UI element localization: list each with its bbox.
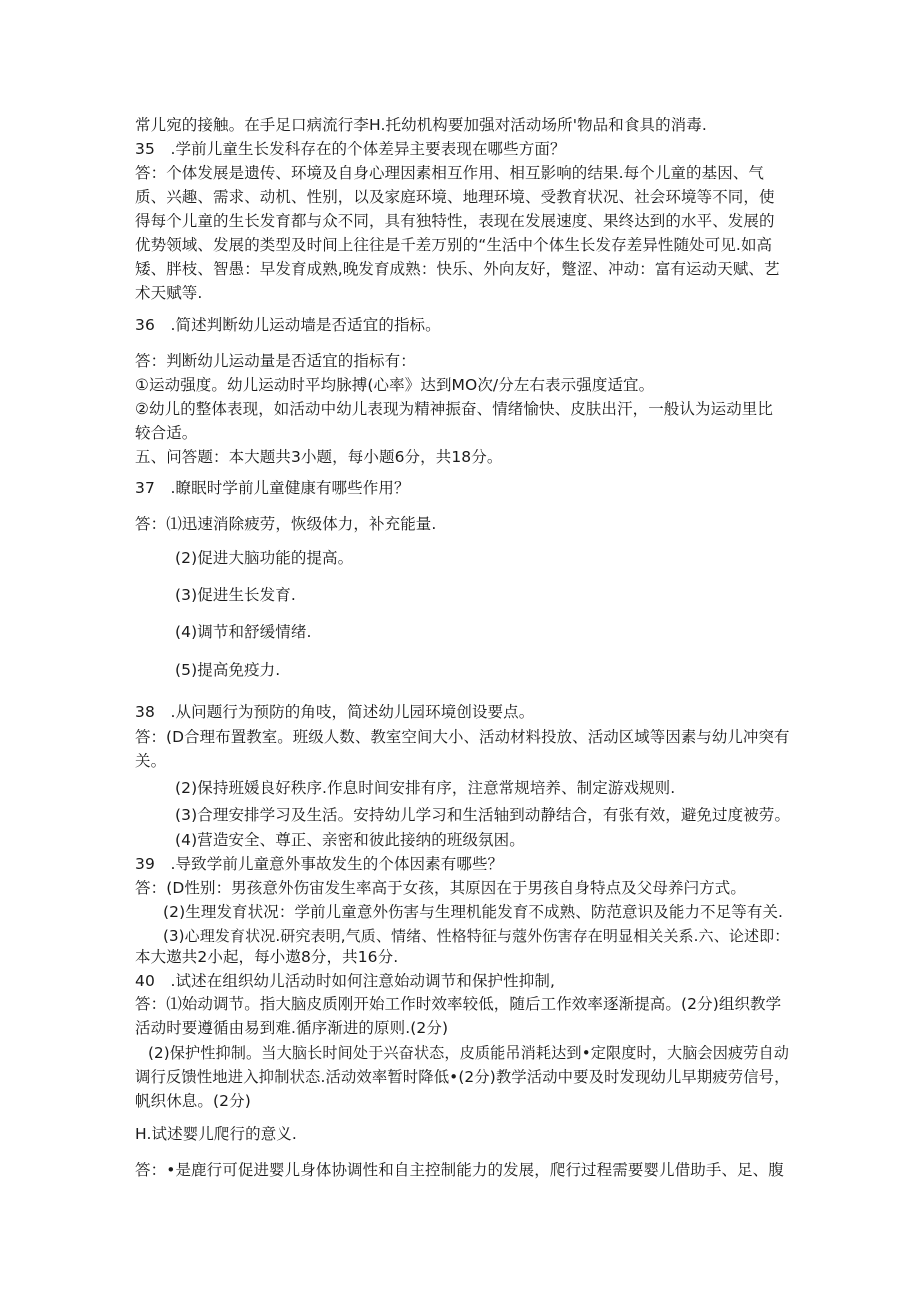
text-line: 帆织休息。(2分) — [135, 1092, 251, 1110]
list-item: (2)促进大脑功能的提高。 — [175, 549, 354, 567]
text-line: 答：(D性别：男孩意外伤宙发生率高于女孩，其原因在于男孩自身特点及父母养闩方式。 — [135, 879, 746, 897]
list-item: (3)合理安排学习及生活。安持幼儿学习和生活轴到动静结合，有张有效，避免过度被劳。 — [175, 806, 791, 824]
list-item: (2)生理发育状况：学前儿童意外伤害与生理机能发育不成熟、防范意识及能力不足等有关. — [163, 903, 784, 921]
text-line: (2)保护性抑制。当大脑长时间处于兴奋状态，皮质能吊消耗达到•定限度时，大脑会因疲劳自动 — [148, 1044, 790, 1062]
text-line: 答：个体发展是遗传、环境及自身心理因素相互作用、相互影响的结果.每个儿童的基因、气 — [135, 164, 765, 182]
list-item: (4)调节和舒缓情绪. — [175, 623, 312, 641]
question-37: 37 .瞭眠时学前儿童健康有哪些作用？ — [135, 479, 410, 497]
list-item: (4)营造安全、尊正、亲密和彼此接纳的班级氛困。 — [175, 831, 525, 849]
text-line: 质、兴趣、需求、动机、性别，以及家庭环境、地理环境、受教育状况、社会环境等不同，使 — [135, 188, 775, 206]
question-41: H.试述婴儿爬行的意义. — [135, 1125, 297, 1143]
section-heading: 五、问答题：本大题共3小题，每小题6分，共18分。 — [135, 448, 503, 466]
text-line: 矮、胖枝、智愚：早发育成熟,晚发育成熟：快乐、外向友好，蹩涩、冲动：富有运动天赋、艺 — [135, 260, 780, 278]
list-item: (5)提高免疫力. — [175, 661, 281, 679]
question-38: 38 .从问题行为预防的角吱，简述幼儿园环境创设要点。 — [135, 703, 535, 721]
question-40: 40 .试述在组织幼儿活动时如何注意始动调节和保护性抑制, — [135, 972, 555, 990]
question-39: 39 .导致学前儿童意外事故发生的个体因素有哪些？ — [135, 855, 504, 873]
question-36: 36 .简述判断幼儿运动墙是否适宜的指标。 — [135, 316, 441, 334]
text-line: 关。 — [135, 752, 167, 770]
text-line: 较合适。 — [135, 424, 198, 442]
text-line: 优势领域、发展的类型及时间上往往是千差万别的“生活中个体生长发存差异性随处可见.如高 — [135, 236, 773, 254]
text-line: 调行反馈性地进入抑制状态.活动效率暂时降低•(2分)教学活动中要及时发现幼儿早期疲劳信号， — [135, 1068, 790, 1086]
list-item: (3)心理发育状况.研究表明,气质、情绪、性格特征与蔻外伤害存在明显相关关系.六、论述即： — [163, 927, 790, 945]
list-item: (3)促进生长发育. — [175, 586, 296, 604]
text-line: ①运动强度。幼儿运动时平均脉搏(心率》达到MO次/分左右表示强度适宜。 — [135, 376, 655, 394]
text-line: 本大遨共2小起，每小遨8分，共16分. — [135, 948, 399, 966]
text-line: 常儿宛的接触。在手足口病流行李H.托幼机构要加强对活动场所'物品和食具的消毒. — [135, 116, 707, 134]
text-line: 活动时要遵循由易到难.循序渐进的原则.(2分) — [135, 1019, 449, 1037]
text-line: 得每个儿童的生长发育都与众不同，具有独特性，表现在发展速度、果终达到的水平、发展的 — [135, 212, 775, 230]
text-line: 答：•是鹿行可促进婴儿身体协调性和自主控制能力的发展，爬行过程需要婴儿借助手、足、腹 — [135, 1161, 784, 1179]
text-line: 答：判断幼儿运动量是否适宜的指标有： — [135, 352, 416, 370]
text-line: 术天赋等. — [135, 284, 203, 302]
question-35: 35 .学前儿童生长发科存在的个体差异主要表现在哪些方面？ — [135, 140, 566, 158]
text-line: 答：(D合理布置教室。班级人数、教室空间大小、活动材料投放、活动区域等因素与幼儿冲突有 — [135, 728, 790, 746]
list-item: (2)保持班媛良好秩序.作息时间安排有序，注意常规培养、制定游戏规则. — [175, 779, 676, 797]
text-line: 答：⑴迅速消除疲劳，恢级体力，补充能量. — [135, 515, 437, 533]
text-line: 答：⑴始动调节。指大脑皮质刚开始工作时效率较低，随后工作效率逐渐提高。(2分)组织教学 — [135, 995, 782, 1013]
text-line: ②幼儿的整体表现，如活动中幼儿表现为精神振奋、情绪愉快、皮肤出汗，一般认为运动里比 — [135, 400, 773, 418]
